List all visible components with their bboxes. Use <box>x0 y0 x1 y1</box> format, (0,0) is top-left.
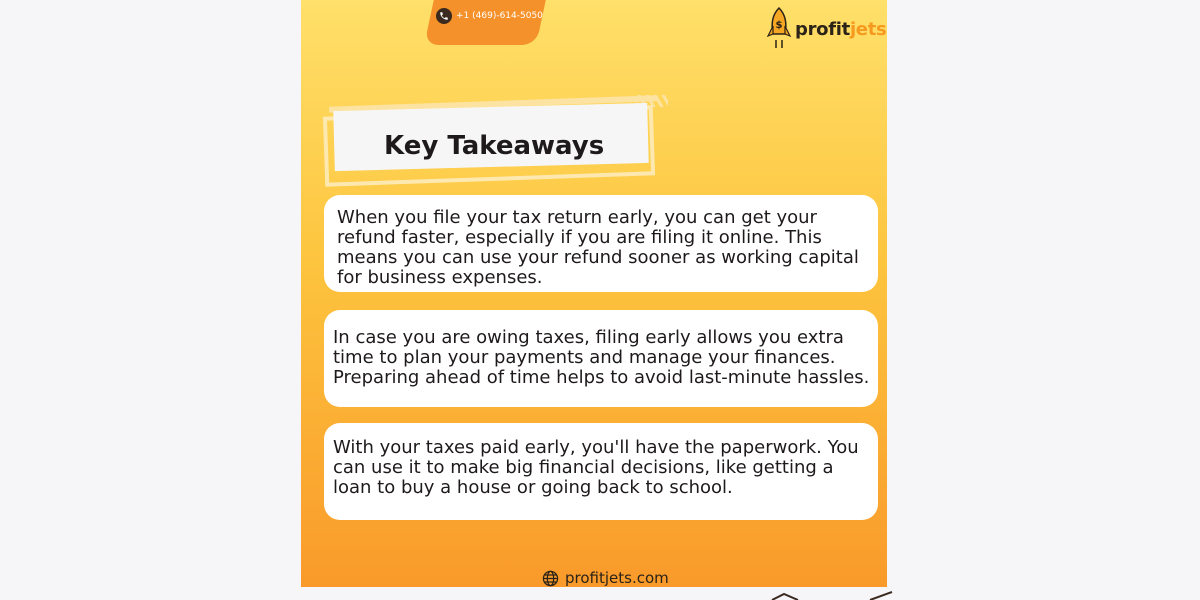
svg-text:$: $ <box>775 20 783 31</box>
page-title: Key Takeaways <box>384 131 605 161</box>
takeaway-text: With your taxes paid early, you'll have the paperwork. You can use it to make big financial decisions, like getting a loan to buy a house or going back to school. <box>333 437 859 498</box>
takeaway-card-2 <box>324 310 878 407</box>
website-link[interactable]: profitjets.com <box>565 569 669 587</box>
phone-contact[interactable] <box>436 8 543 24</box>
phone-icon <box>436 8 452 24</box>
logo-wordmark <box>795 19 886 40</box>
takeaway-card-1 <box>324 195 878 292</box>
takeaway-text: When you file your tax return early, you can get your refund faster, especially if you are filing it online. This means you can use your refund sooner as working capital for business expenses. <box>337 207 859 288</box>
takeaway-text: In case you are owing taxes, filing early allows you extra time to plan your payments and manage your finances. Preparing ahead of time helps to avoid last-minute hassles. <box>333 327 870 388</box>
brand-logo <box>766 6 886 52</box>
phone-number: +1 (469)-614-5050 <box>456 11 543 21</box>
rocket-dollar-icon <box>766 6 792 52</box>
globe-icon <box>542 570 559 587</box>
logo-suffix: jets <box>849 18 887 40</box>
title-banner <box>324 93 664 183</box>
website-footer[interactable] <box>542 569 669 587</box>
logo-prefix: profit <box>795 18 850 40</box>
takeaway-card-3 <box>324 423 878 520</box>
plane-decoration-icon <box>770 590 900 600</box>
infographic-card <box>301 0 887 587</box>
